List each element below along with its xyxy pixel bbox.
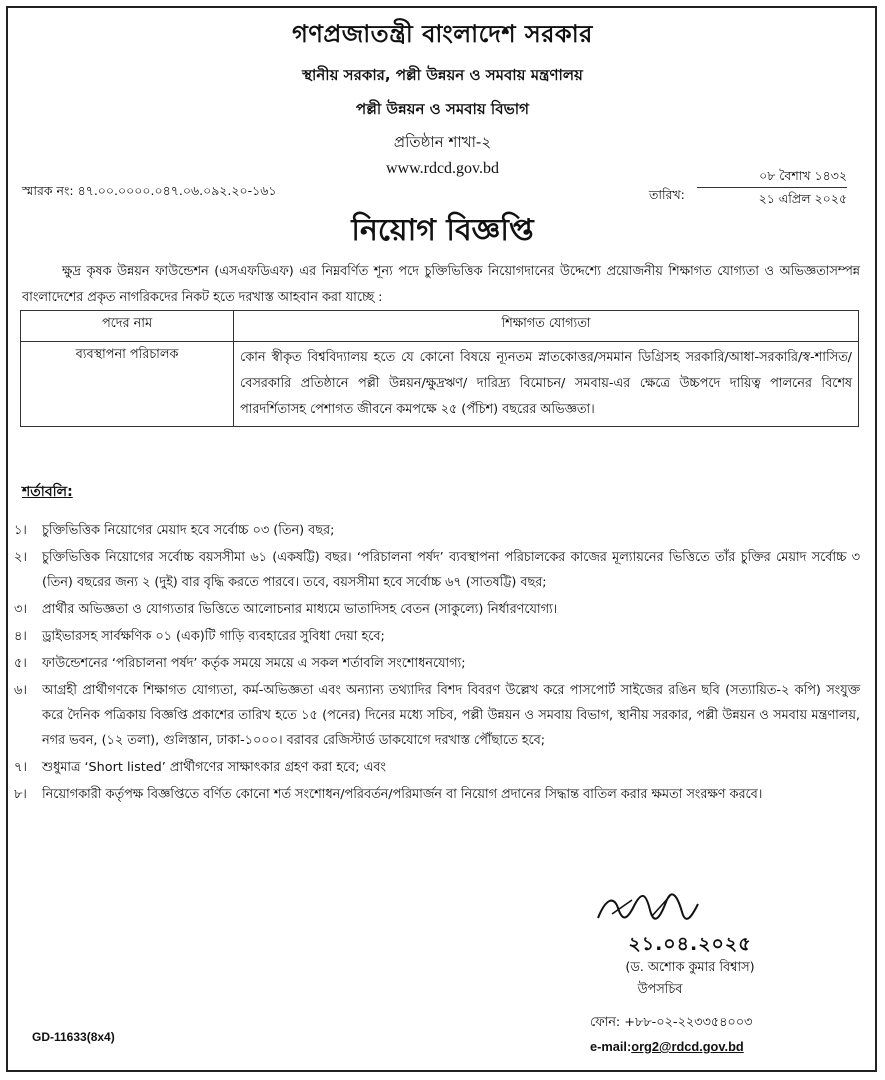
division-heading: পল্লী উন্নয়ন ও সমবায় বিভাগ [356,100,529,118]
condition-text: প্রার্থীর অভিজ্ঞতা ও যোগ্যতার ভিত্তিতে আলোচনার মাধ্যমে ভাতাদিসহ বেতন (সাকুল্যে) নির্ধারণযোগ্য। [42,602,558,617]
signature-image [592,888,702,928]
condition-text: ড্রাইভারসহ সার্বক্ষণিক ০১ (এক)টি গাড়ি ব্যবহারের সুবিধা দেয়া হবে; [42,629,385,644]
condition-number: ১। [14,523,27,538]
intro-text: ক্ষুদ্র কৃষক উন্নয়ন ফাউন্ডেশন (এসএফডিএফ) এর নিম্নবর্ণিত শূন্য পদে চুক্তিভিত্তিক নিয়োগদানের উদ্দেশ্যে প্রয়োজনীয় শিক্ষাগত যোগ্যতা ও অভিজ্ঞতাসম্পন্ন বাংলাদেশের প্রকৃত নাগরিকদের নিকট হতে দরখাস্ত আহবান করা যাচ্ছে : [22,264,860,305]
table-row [21,342,859,427]
gd-number: GD-11633(8x4) [32,1030,115,1044]
date-label: তারিখ: [649,187,685,202]
condition-item [14,518,860,543]
email-label: e-mail: [590,1039,632,1054]
notice-title: নিয়োগ বিজ্ঞপ্তি [351,213,534,248]
condition-item [14,545,860,595]
date-bangla: ০৮ বৈশাখ ১৪৩২ [697,168,847,188]
condition-number: ৮। [14,787,27,802]
condition-item [14,624,860,649]
conditions-heading: শর্তাবলি: [22,484,73,500]
condition-item [14,678,860,753]
branch-heading: প্রতিষ্ঠান শাখা-২ [393,133,492,151]
date-gregorian: ২১ এপ্রিল ২০২৫ [758,190,847,206]
condition-item [14,755,860,780]
condition-number: ৭। [14,760,27,775]
email-line [590,1039,744,1054]
condition-item [14,597,860,622]
signatory-name: (ড. অশোক কুমার বিশ্বাস) [625,960,755,975]
post-name-cell: ব্যবস্থাপনা পরিচালক [21,342,234,427]
condition-text: আগ্রহী প্রার্থীগণকে শিক্ষাগত যোগ্যতা, কর্ম-অভিজ্ঞতা এবং অন্যান্য তথ্যাদির বিশদ বিবরণ উল্লেখ করে পাসপোর্ট সাইজের রঙিন ছবি (সত্যায়িত-২ কপি) সংযুক্ত করে দৈনিক পত্রিকায় বিজ্ঞপ্তি প্রকাশের তারিখ হতে ১৫ (পনের) দিনের মধ্যে সচিব, পল্লী উন্নয়ন ও সমবায় বিভাগ, স্থানীয় সরকার, পল্লী উন্নয়ন ও সমবায় মন্ত্রণালয়, নগর ভবন, (১২ তলা), গুলিস্তান, ঢাকা-১০০০। বরাবর রেজিস্টার্ড ডাকযোগে দরখাস্ত পৌঁছাতে হবে; [42,683,860,748]
reference-number: স্মারক নং: ৪৭.০০.০০০০.০৪৭.০৬.০৯২.২০-১৬১ [22,183,277,198]
condition-text: চুক্তিভিত্তিক নিয়োগের মেয়াদ হবে সর্বোচ্চ ০৩ (তিন) বছর; [42,523,335,538]
government-heading: গণপ্রজাতন্ত্রী বাংলাদেশ সরকার [292,20,593,48]
date-box [697,168,847,206]
signature-date: ২১.০৪.২০২৫ [628,933,752,955]
phone-number: ফোন: +৮৮-০২-২২৩৩৫৪০০৩ [590,1015,753,1030]
email-address[interactable]: org2@rdcd.gov.bd [631,1039,744,1054]
condition-number: ৬। [14,683,27,698]
condition-number: ৫। [14,656,27,671]
condition-number: ৩। [14,602,27,617]
header-post-name: পদের নাম [21,311,234,342]
header-qualification: শিক্ষাগত যোগ্যতা [234,311,859,342]
condition-item [14,782,860,807]
condition-text: ফাউন্ডেশনের ‘পরিচালনা পর্ষদ’ কর্তৃক সময়ে সময়ে এ সকল শর্তাবলি সংশোধনযোগ্য; [42,656,466,671]
condition-text: নিয়োগকারী কর্তৃপক্ষ বিজ্ঞপ্তিতে বর্ণিত কোনো শর্ত সংশোধন/পরিবর্তন/পরিমার্জন বা নিয়োগ প্রদানের সিদ্ধান্ত বাতিল করার ক্ষমতা সংরক্ষণ করবে। [42,787,763,802]
condition-text: চুক্তিভিত্তিক নিয়োগের সর্বোচ্চ বয়সসীমা ৬১ (একষট্টি) বছর। ‘পরিচালনা পর্ষদ’ ব্যবস্থাপনা পরিচালকের কাজের মূল্যায়নের ভিত্তিতে তাঁর চুক্তির মেয়াদ সর্বোচ্চ ৩ (তিন) বছরের জন্য ২ (দুই) বার বৃদ্ধি করতে পারবে। তবে, বয়সসীমা হবে সর্বোচ্চ ৬৭ (সাতষট্টি) বছর; [42,550,860,590]
conditions-list [14,518,860,809]
condition-item [14,651,860,676]
qualification-cell: কোন স্বীকৃত বিশ্ববিদ্যালয় হতে যে কোনো বিষয়ে ন্যূনতম স্নাতকোত্তর/সমমান ডিগ্রিসহ সরকারি/আধা-সরকারি/স্ব-শাসিত/বেসরকারি প্রতিষ্ঠানে পল্লী উন্নয়ন/ক্ষুদ্রঋণ/ দারিদ্র্য বিমোচন/ সমবায়-এর ক্ষেত্রে উচ্চপদে দায়িত্ব পালনের বিশেষ পারদর্শিতাসহ পেশাগত জীবনে কমপক্ষে ২৫ (পঁচিশ) বছরের অভিজ্ঞতা। [234,342,859,427]
condition-number: ২। [14,550,27,565]
website-link[interactable]: www.rdcd.gov.bd [385,160,499,177]
table-header-row [21,311,859,342]
ministry-heading: স্থানীয় সরকার, পল্লী উন্নয়ন ও সমবায় মন্ত্রণালয় [302,66,583,84]
posts-table [20,310,859,427]
intro-paragraph [22,259,860,311]
condition-text: শুধুমাত্র ‘Short listed’ প্রার্থীগণের সাক্ষাৎকার গ্রহণ করা হবে; এবং [42,760,386,775]
condition-number: ৪। [14,629,27,644]
signatory-designation: উপসচিব [637,982,683,997]
